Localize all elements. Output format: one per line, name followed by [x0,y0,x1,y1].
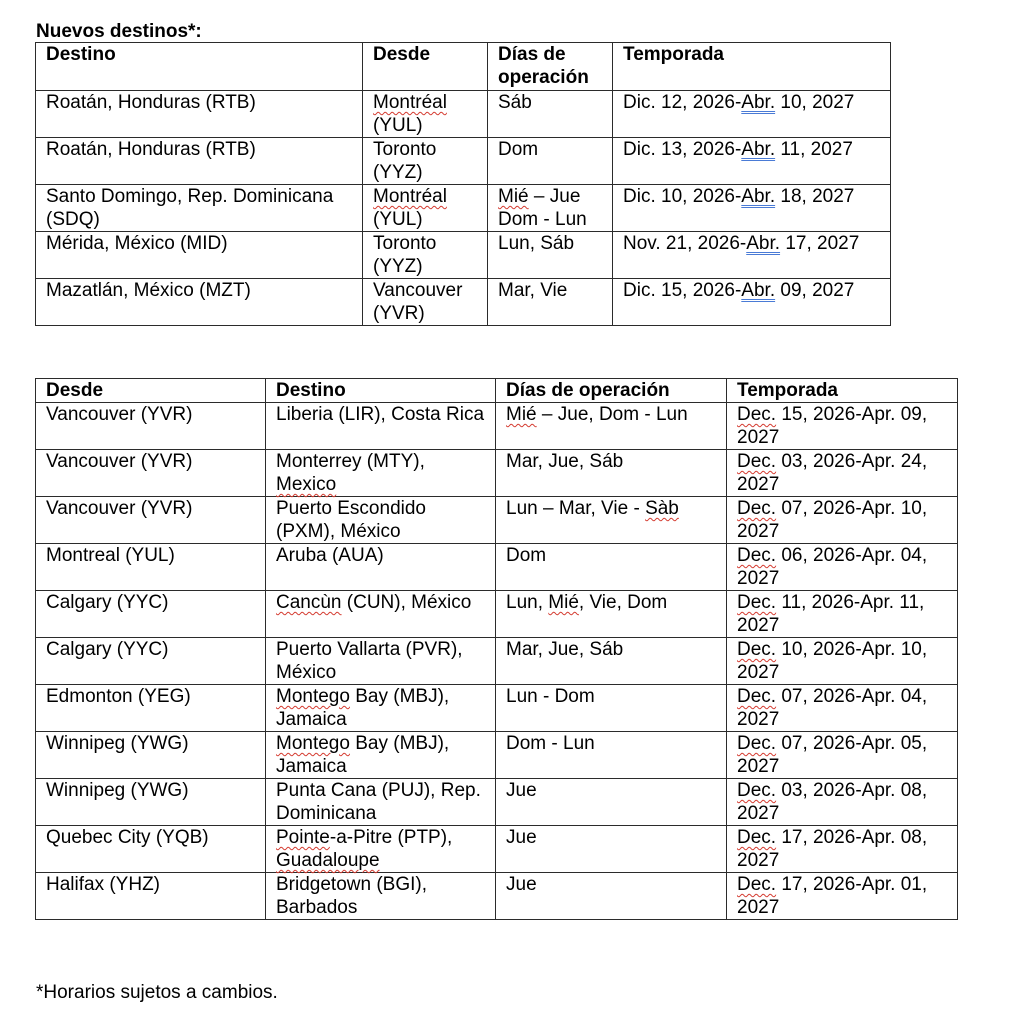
cell-dias [496,497,727,544]
cell-dias: Mar, Jue, Sáb [496,450,727,497]
spell-flag[interactable]: Dec. [737,733,777,754]
cell-desde: Winnipeg (YWG) [36,779,266,826]
table-row [36,591,958,638]
table-row [36,638,958,685]
spell-flag[interactable]: Mié [506,404,537,425]
season-range: 06, 2026-Apr. 04, 2027 [737,545,928,589]
days-text: , Vie, Dom [578,592,668,613]
table-row [36,779,958,826]
header-desde: Desde [36,379,266,403]
airport-code: (YYZ) [373,256,423,277]
spell-flag[interactable]: Montego [276,686,350,707]
cell-desde: Edmonton (YEG) [36,685,266,732]
spell-flag[interactable]: Cancùn [276,592,342,613]
season-start: Dic. 12, 2026- [623,92,742,113]
cell-desde: Vancouver (YVR) [36,403,266,450]
table-row [36,232,891,279]
destination-text: Bay (MBJ), Jamaica [276,686,450,730]
season-range: 07, 2026-Apr. 10, 2027 [737,498,928,542]
spell-flag[interactable]: Montego [276,733,350,754]
airport-code: (YYZ) [373,162,423,183]
cell-desde [363,232,488,279]
spell-flag[interactable]: Dec. [737,451,777,472]
spell-flag[interactable]: Sàb [645,498,679,519]
spell-flag[interactable]: Pointe [276,827,330,848]
spell-flag[interactable]: Mié [498,186,529,207]
cell-destino: Mérida, México (MID) [36,232,363,279]
grammar-flag[interactable]: Abr. [741,92,776,113]
cell-dias: Mar, Vie [488,279,613,326]
table-row [36,544,958,591]
cell-dias: Mar, Jue, Sáb [496,638,727,685]
spell-flag[interactable]: Mié [548,592,579,613]
season-range: 07, 2026-Apr. 04, 2027 [737,686,928,730]
season-start: Dic. 15, 2026- [623,280,742,301]
cell-temporada [727,403,958,450]
days-text: – Jue, Dom - Lun [536,404,688,425]
cell-temporada [727,826,958,873]
season-range: 17, 2026-Apr. 08, 2027 [737,827,928,871]
cell-destino: Liberia (LIR), Costa Rica [266,403,496,450]
header-destino: Destino [266,379,496,403]
cell-dias: Jue [496,873,727,920]
origin-city: Toronto [373,139,437,160]
airport-code: (YVR) [373,303,425,324]
cell-destino: Roatán, Honduras (RTB) [36,138,363,185]
cell-destino: Puerto Vallarta (PVR), México [266,638,496,685]
origin-city: Vancouver [373,280,463,301]
cell-destino: Aruba (AUA) [266,544,496,591]
new-destinations-table [35,42,891,326]
destination-text: -a-Pitre (PTP), [329,827,453,848]
season-range: 17, 2026-Apr. 01, 2027 [737,874,928,918]
days-text: – Jue Dom - Lun [498,186,587,230]
cell-temporada [727,873,958,920]
header-dias: Días de operación [488,43,613,91]
cell-destino: Puerto Escondido (PXM), México [266,497,496,544]
season-end: 10, 2027 [775,92,855,113]
destination-text: Bay (MBJ), Jamaica [276,733,450,777]
cell-temporada [727,638,958,685]
cell-dias [496,403,727,450]
table-row [36,497,958,544]
header-temporada: Temporada [613,43,891,91]
header-dias: Días de operación [496,379,727,403]
cell-desde [363,185,488,232]
table-row [36,279,891,326]
cell-desde: Winnipeg (YWG) [36,732,266,779]
destination-text: Monterrey (MTY), [276,451,425,472]
routes-by-origin-table [35,378,958,920]
grammar-flag[interactable]: Abr. [746,233,781,254]
table-row [36,732,958,779]
cell-desde: Calgary (YYC) [36,591,266,638]
cell-desde: Quebec City (YQB) [36,826,266,873]
spell-flag[interactable]: Dec. [737,874,777,895]
cell-destino: Santo Domingo, Rep. Dominicana (SDQ) [36,185,363,232]
cell-dias [488,185,613,232]
season-range: 07, 2026-Apr. 05, 2027 [737,733,928,777]
cell-temporada [613,185,891,232]
spell-flag[interactable]: Dec. [737,592,777,613]
header-desde: Desde [363,43,488,91]
table-row [36,185,891,232]
cell-temporada [727,685,958,732]
cell-destino: Roatán, Honduras (RTB) [36,91,363,138]
cell-dias: Dom [496,544,727,591]
spell-flag[interactable]: Montréal [373,92,447,113]
section-heading: Nuevos destinos*: [36,21,202,42]
days-text: Lun – Mar, Vie - [506,498,646,519]
cell-temporada [613,138,891,185]
spell-flag[interactable]: Guadaloupe [276,850,380,871]
season-end: 18, 2027 [775,186,855,207]
airport-code: (YUL) [373,115,423,136]
cell-temporada [727,591,958,638]
cell-destino [266,732,496,779]
season-range: 03, 2026-Apr. 24, 2027 [737,451,928,495]
cell-desde [363,138,488,185]
season-range: 15, 2026-Apr. 09, 2027 [737,404,928,448]
table-row [36,685,958,732]
cell-desde: Calgary (YYC) [36,638,266,685]
table-row [36,826,958,873]
grammar-flag[interactable]: Abr. [741,186,776,207]
cell-temporada [613,91,891,138]
table-row [36,873,958,920]
cell-temporada [727,732,958,779]
destination-text: (CUN), México [341,592,472,613]
table-header-row [36,43,891,91]
cell-temporada [727,450,958,497]
season-start: Dic. 10, 2026- [623,186,742,207]
season-end: 11, 2027 [775,139,853,160]
season-start: Dic. 13, 2026- [623,139,742,160]
cell-temporada [613,279,891,326]
season-range: 10, 2026-Apr. 10, 2027 [737,639,928,683]
footnote: *Horarios sujetos a cambios. [36,982,278,1003]
airport-code: (YUL) [373,209,423,230]
cell-destino: Bridgetown (BGI), Barbados [266,873,496,920]
header-temporada: Temporada [727,379,958,403]
cell-dias [496,591,727,638]
season-end: 17, 2027 [780,233,860,254]
spell-flag[interactable]: Dec. [737,639,777,660]
spell-flag[interactable]: Dec. [737,780,777,801]
cell-desde: Montreal (YUL) [36,544,266,591]
grammar-flag[interactable]: Abr. [741,280,776,301]
cell-destino: Punta Cana (PUJ), Rep. Dominicana [266,779,496,826]
cell-desde [363,279,488,326]
spell-flag[interactable]: Mexico [276,474,337,495]
cell-desde [363,91,488,138]
days-text: Lun, [506,592,549,613]
header-destino: Destino [36,43,363,91]
cell-dias: Jue [496,779,727,826]
cell-dias: Lun - Dom [496,685,727,732]
cell-dias: Jue [496,826,727,873]
season-start: Nov. 21, 2026- [623,233,747,254]
spell-flag[interactable]: Dec. [737,545,777,566]
table-row [36,450,958,497]
cell-desde: Vancouver (YVR) [36,497,266,544]
spell-flag[interactable]: Dec. [737,498,777,519]
cell-destino [266,826,496,873]
cell-dias: Dom [488,138,613,185]
cell-destino [266,450,496,497]
cell-destino [266,591,496,638]
cell-temporada [727,779,958,826]
season-range: 11, 2026-Apr. 11, 2027 [737,592,925,636]
season-end: 09, 2027 [775,280,855,301]
spell-flag[interactable]: Montréal [373,186,447,207]
table-row [36,138,891,185]
spell-flag[interactable]: Dec. [737,827,777,848]
cell-dias: Lun, Sáb [488,232,613,279]
season-range: 03, 2026-Apr. 08, 2027 [737,780,928,824]
cell-temporada [613,232,891,279]
cell-dias: Dom - Lun [496,732,727,779]
cell-destino [266,685,496,732]
grammar-flag[interactable]: Abr. [741,139,776,160]
cell-desde: Halifax (YHZ) [36,873,266,920]
table-row [36,91,891,138]
cell-temporada [727,544,958,591]
cell-dias: Sáb [488,91,613,138]
table-row [36,403,958,450]
spell-flag[interactable]: Dec. [737,686,777,707]
cell-destino: Mazatlán, México (MZT) [36,279,363,326]
spell-flag[interactable]: Dec. [737,404,777,425]
table-header-row [36,379,958,403]
cell-temporada [727,497,958,544]
cell-desde: Vancouver (YVR) [36,450,266,497]
origin-city: Toronto [373,233,437,254]
